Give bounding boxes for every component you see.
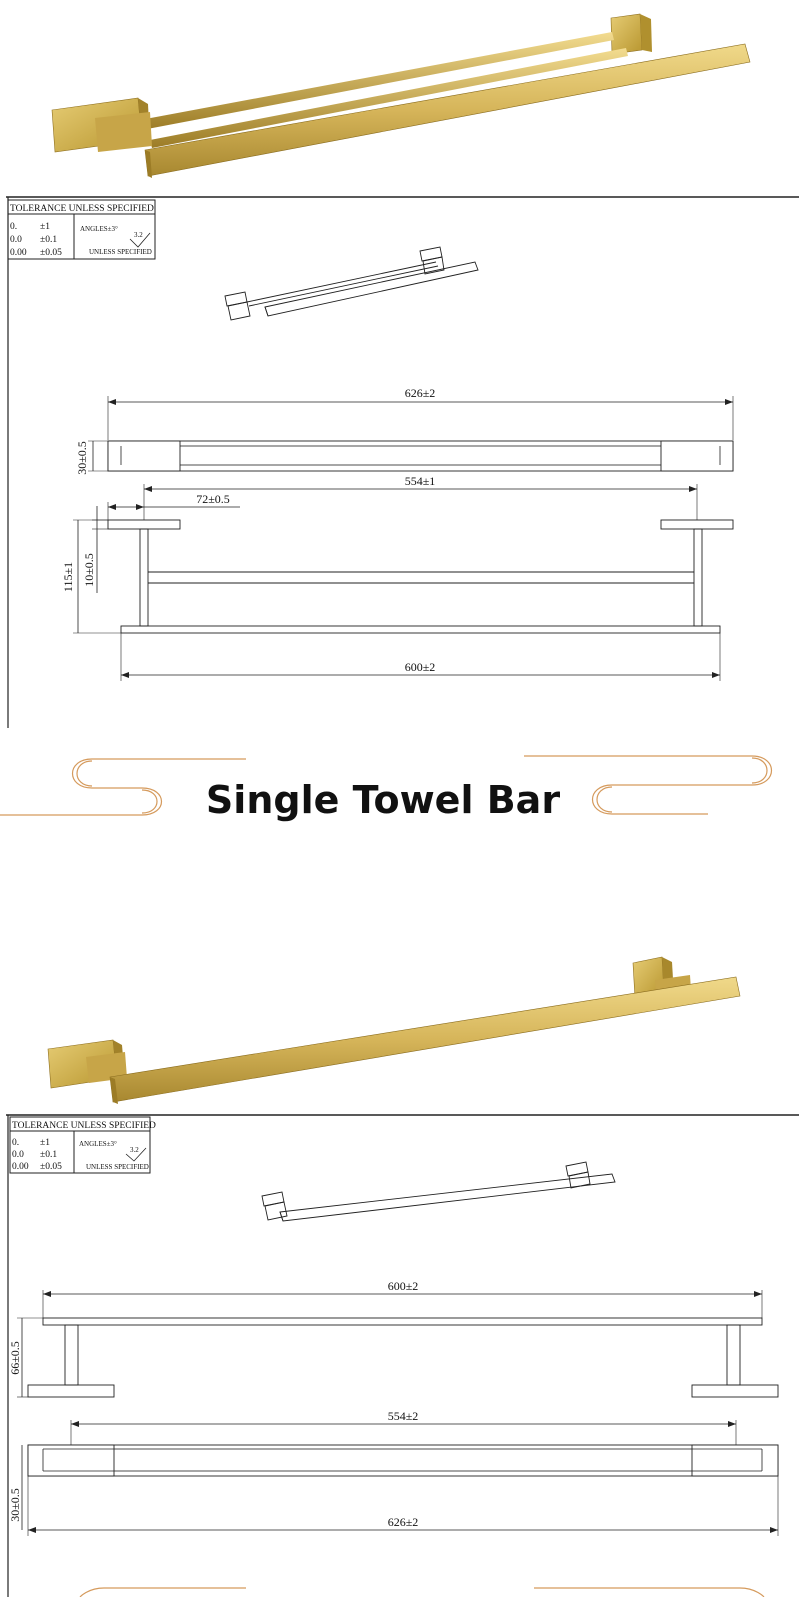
- tolerance-unless-2: UNLESS SPECIFIED: [86, 1163, 149, 1171]
- double-bar-side-view: [61, 474, 733, 681]
- tolerance-val-2-2: ±0.05: [40, 1162, 62, 1172]
- single-bar-iso-sketch: [262, 1162, 615, 1221]
- dim-height-double: 115±1: [61, 561, 75, 593]
- tolerance-block-top: [8, 200, 155, 259]
- dim-rod-offset-double: 10±0.5: [82, 553, 96, 587]
- dim-center-distance-double: 554±1: [404, 474, 436, 488]
- dim-overall-length-double: 626±2: [404, 386, 436, 400]
- dim-bar-length-double: 600±2: [404, 660, 436, 674]
- tolerance-val-1: ±0.1: [40, 235, 58, 245]
- tolerance-val-0: ±1: [40, 222, 50, 232]
- dim-overall-length-single: 626±2: [387, 1515, 419, 1529]
- dim-depth-double: 30±0.5: [75, 441, 89, 475]
- double-towel-bar-photo: [52, 14, 750, 178]
- tolerance-unless: UNLESS SPECIFIED: [89, 248, 152, 256]
- single-towel-bar-photo: [48, 957, 740, 1104]
- roughness-value-2: 3.2: [130, 1146, 139, 1154]
- single-bar-top-view: [8, 1409, 778, 1536]
- tolerance-fmt-0: 0.: [10, 222, 18, 232]
- tolerance-fmt-2-2: 0.00: [12, 1162, 29, 1172]
- tolerance-val-2: ±0.05: [40, 248, 62, 258]
- tolerance-fmt-2: 0.00: [10, 248, 27, 258]
- tolerance-block-bottom: [10, 1117, 156, 1173]
- single-bar-front-view: [8, 1279, 778, 1397]
- tolerance-val-0-2: ±1: [40, 1138, 50, 1148]
- tolerance-angles-2: ANGLES±3°: [79, 1140, 117, 1148]
- tolerance-fmt-0-2: 0.: [12, 1138, 20, 1148]
- title-ornament-right: [524, 756, 772, 814]
- roughness-value: 3.2: [134, 231, 143, 239]
- double-bar-iso-sketch: [225, 247, 478, 320]
- footer-ornament: [80, 1588, 764, 1597]
- tolerance-angles: ANGLES±3°: [80, 225, 118, 233]
- tolerance-header: TOLERANCE UNLESS SPECIFIED: [10, 204, 154, 214]
- dim-bar-length-single: 600±2: [387, 1279, 419, 1293]
- dim-center-distance-single: 554±2: [387, 1409, 419, 1423]
- section-title: Single Towel Bar: [205, 778, 561, 822]
- double-bar-top-view: [75, 386, 733, 475]
- tolerance-fmt-1-2: 0.0: [12, 1150, 24, 1160]
- dim-depth-single: 30±0.5: [8, 1488, 22, 1522]
- dim-height-single: 66±0.5: [8, 1341, 22, 1375]
- tolerance-val-1-2: ±0.1: [40, 1150, 58, 1160]
- tolerance-header-2: TOLERANCE UNLESS SPECIFIED: [12, 1121, 156, 1131]
- tolerance-fmt-1: 0.0: [10, 235, 22, 245]
- dim-base-width-double: 72±0.5: [196, 492, 230, 506]
